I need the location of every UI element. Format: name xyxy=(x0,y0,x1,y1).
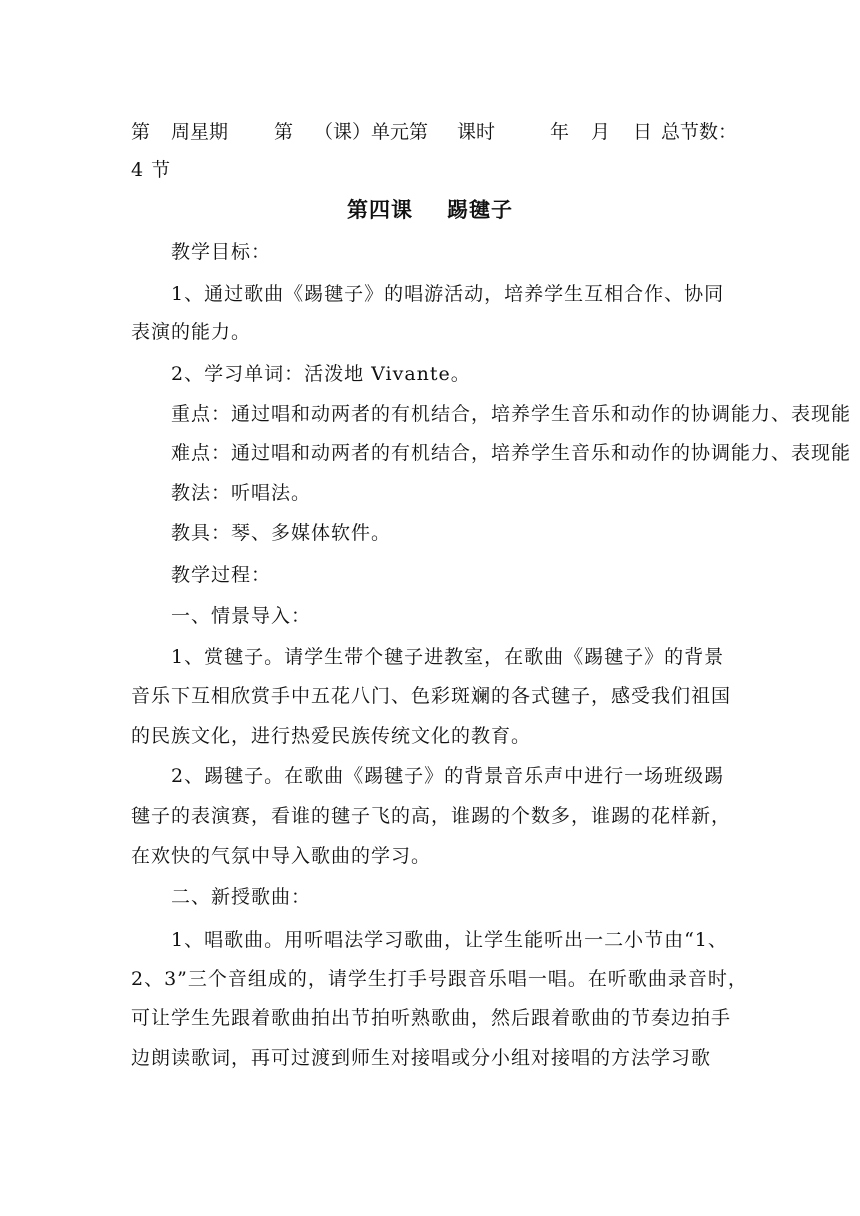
section-2-para-1-line-1: 1、唱歌曲。用听唱法学习歌曲，让学生能听出一二小节由“1、 xyxy=(171,929,728,951)
header-year: 年 xyxy=(550,121,570,143)
section-1-para-2-line-3: 在欢快的气氛中导入歌曲的学习。 xyxy=(131,845,432,867)
header-day: 日 xyxy=(633,121,653,143)
lesson-title xyxy=(0,196,860,224)
section-1-para-2-line-2: 毽子的表演赛，看谁的毽子飞的高，谁踢的个数多，谁踢的花样新， xyxy=(131,805,732,827)
lesson-name: 踢毽子 xyxy=(447,198,513,222)
section-2-para-1-line-3: 可让学生先跟着歌曲拍出节拍听熟歌曲，然后跟着歌曲的节奏边拍手 xyxy=(131,1007,732,1029)
section-2-para-1-line-4: 边朗读歌词，再可过渡到师生对接唱或分小组对接唱的方法学习歌 xyxy=(131,1047,712,1069)
section-1-para-1-line-2: 音乐下互相欣赏手中五花八门、色彩斑斓的各式毽子，感受我们祖国 xyxy=(131,685,732,707)
goal-2: 2、学习单词：活泼地 Vivante。 xyxy=(171,363,471,385)
header-lesson-unit: （课）单元第 xyxy=(314,121,429,143)
section-1-para-1-line-1: 1、赏毽子。请学生带个毽子进教室，在歌曲《踢毽子》的背景 xyxy=(171,646,725,668)
header-weekday: 周星期 xyxy=(171,121,229,143)
teaching-tools: 教具：琴、多媒体软件。 xyxy=(171,522,392,544)
header-period: 课时 xyxy=(457,121,496,143)
lesson-number: 第四课 xyxy=(347,198,413,222)
goals-heading: 教学目标： xyxy=(171,241,272,263)
process-heading: 教学过程： xyxy=(171,564,272,586)
section-1-para-1-line-3: 的民族文化，进行热爱民族传统文化的教育。 xyxy=(131,725,532,747)
header-month: 月 xyxy=(591,121,611,143)
goal-1-line-2: 表演的能力。 xyxy=(131,321,252,343)
section-1-para-2-line-1: 2、踢毽子。在歌曲《踢毽子》的背景音乐声中进行一场班级踢 xyxy=(171,765,725,787)
header-unit: 第 xyxy=(274,121,294,143)
teaching-method: 教法：听唱法。 xyxy=(171,482,312,504)
section-2-para-1-line-2: 2、3”三个音组成的，请学生打手号跟音乐唱一唱。在听歌曲录音时， xyxy=(131,968,748,990)
goal-1-line-1: 1、通过歌曲《踢毽子》的唱游活动，培养学生互相合作、协同 xyxy=(171,283,725,305)
header-total-label: 总节数： xyxy=(661,121,738,143)
header-week: 第 xyxy=(131,121,151,143)
key-point: 重点：通过唱和动两者的有机结合，培养学生音乐和动作的协调能力、表现能 xyxy=(171,403,852,425)
section-2-heading: 二、新授歌曲： xyxy=(171,886,312,908)
section-1-heading: 一、情景导入： xyxy=(171,605,312,627)
header-total-value: 4 节 xyxy=(131,159,172,181)
difficult-point: 难点：通过唱和动两者的有机结合，培养学生音乐和动作的协调能力、表现能 xyxy=(171,442,852,464)
